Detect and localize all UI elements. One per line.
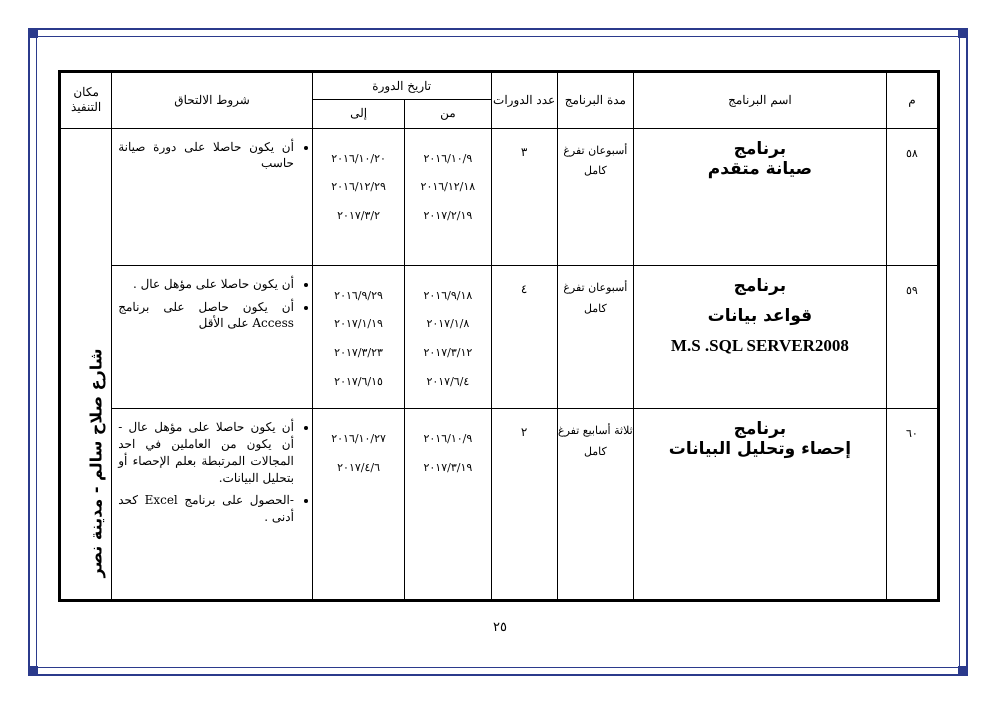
condition-item: • أن يكون حاصلا على دورة صيانة حاسب — [118, 139, 294, 173]
corner-ornament — [28, 28, 38, 38]
date-from: ٢٠١٦/١٠/٩ — [423, 151, 473, 165]
date-to: ٢٠١٧/٤/٦ — [337, 460, 380, 474]
program-label: برنامج — [733, 138, 787, 159]
conditions-cell — [112, 128, 313, 265]
count-cell: ٣ — [491, 128, 557, 265]
date-to: ٢٠١٦/١٢/٢٩ — [331, 180, 386, 194]
conditions-cell — [112, 409, 313, 601]
table-row — [60, 265, 939, 408]
from-dates-cell — [405, 265, 491, 408]
program-subtitle: M.S .SQL SERVER2008 — [670, 335, 849, 355]
header-conditions: شروط الالتحاق — [112, 72, 313, 129]
from-dates-cell — [405, 128, 491, 265]
place-cell — [60, 128, 112, 600]
header-index: م — [886, 72, 938, 129]
date-from: ٢٠١٧/٣/١٢ — [423, 346, 473, 360]
program-title: صيانة متقدم — [707, 158, 813, 179]
duration-cell: أسبوعان تفرغ كامل — [557, 265, 633, 408]
date-to: ٢٠١٦/١٠/٢٧ — [331, 432, 386, 446]
table-row — [60, 128, 939, 265]
page-number: ٢٥ — [493, 620, 507, 635]
program-name-cell — [633, 409, 886, 601]
program-name-cell — [633, 265, 886, 408]
condition-item: • -الحصول على برنامج Excel كحد أدنى . — [118, 492, 294, 526]
header-to: إلى — [312, 100, 404, 128]
place-text: شارع صلاح سالم - مدينة نصر — [86, 348, 106, 578]
date-from: ٢٠١٧/٦/٤ — [426, 374, 470, 388]
header-place: مكان التنفيذ — [60, 72, 112, 129]
date-from: ٢٠١٦/٩/١٨ — [423, 288, 473, 302]
from-dates-cell — [405, 409, 491, 601]
programs-table — [58, 70, 940, 602]
row-index: ٦٠ — [886, 409, 938, 601]
duration-cell: ثلاثة أسابيع تفرغ كامل — [557, 409, 633, 601]
table-row — [60, 409, 939, 601]
program-label: برنامج — [733, 275, 787, 296]
to-dates-cell — [312, 265, 404, 408]
corner-ornament — [958, 28, 968, 38]
condition-item: • أن يكون حاصلا على مؤهل عال - أن يكون من العاملين في احد المجالات المرتبطة بعلم الإحصاء أو بتحليل البيانات. — [118, 419, 294, 486]
header-count: عدد الدورات — [491, 72, 557, 129]
condition-item: • أن يكون حاصل على برنامج Access على الأقل — [118, 299, 294, 333]
header-from: من — [405, 100, 491, 128]
duration-cell: أسبوعان تفرغ كامل — [557, 128, 633, 265]
date-to: ٢٠١٧/٦/١٥ — [334, 374, 383, 388]
date-from: ٢٠١٦/١٢/١٨ — [420, 180, 476, 194]
program-name-cell — [633, 128, 886, 265]
date-to: ٢٠١٦/٩/٢٩ — [334, 288, 383, 302]
program-title: إحصاء وتحليل البيانات — [668, 439, 852, 460]
header-course-date: تاريخ الدورة — [312, 72, 491, 100]
row-index: ٥٩ — [886, 265, 938, 408]
header-duration: مدة البرنامج — [557, 72, 633, 129]
date-from: ٢٠١٦/١٠/٩ — [423, 432, 473, 446]
row-index: ٥٨ — [886, 128, 938, 265]
header-program-name: اسم البرنامج — [633, 72, 886, 129]
program-label: برنامج — [733, 419, 787, 440]
date-to: ٢٠١٧/٣/٢ — [337, 208, 380, 222]
count-cell: ٢ — [491, 409, 557, 601]
corner-ornament — [28, 666, 38, 676]
date-to: ٢٠١٧/١/١٩ — [334, 317, 383, 331]
date-to: ٢٠١٧/٣/٢٣ — [334, 346, 383, 360]
count-cell: ٤ — [491, 265, 557, 408]
to-dates-cell — [312, 409, 404, 601]
date-from: ٢٠١٧/٣/١٩ — [423, 460, 473, 474]
to-dates-cell — [312, 128, 404, 265]
date-to: ٢٠١٦/١٠/٢٠ — [331, 151, 386, 165]
date-from: ٢٠١٧/١/٨ — [426, 317, 470, 331]
condition-item: • أن يكون حاصلا على مؤهل عال . — [118, 276, 294, 293]
corner-ornament — [958, 666, 968, 676]
program-title: قواعد بيانات — [707, 305, 813, 326]
conditions-cell — [112, 265, 313, 408]
date-from: ٢٠١٧/٢/١٩ — [423, 208, 473, 222]
